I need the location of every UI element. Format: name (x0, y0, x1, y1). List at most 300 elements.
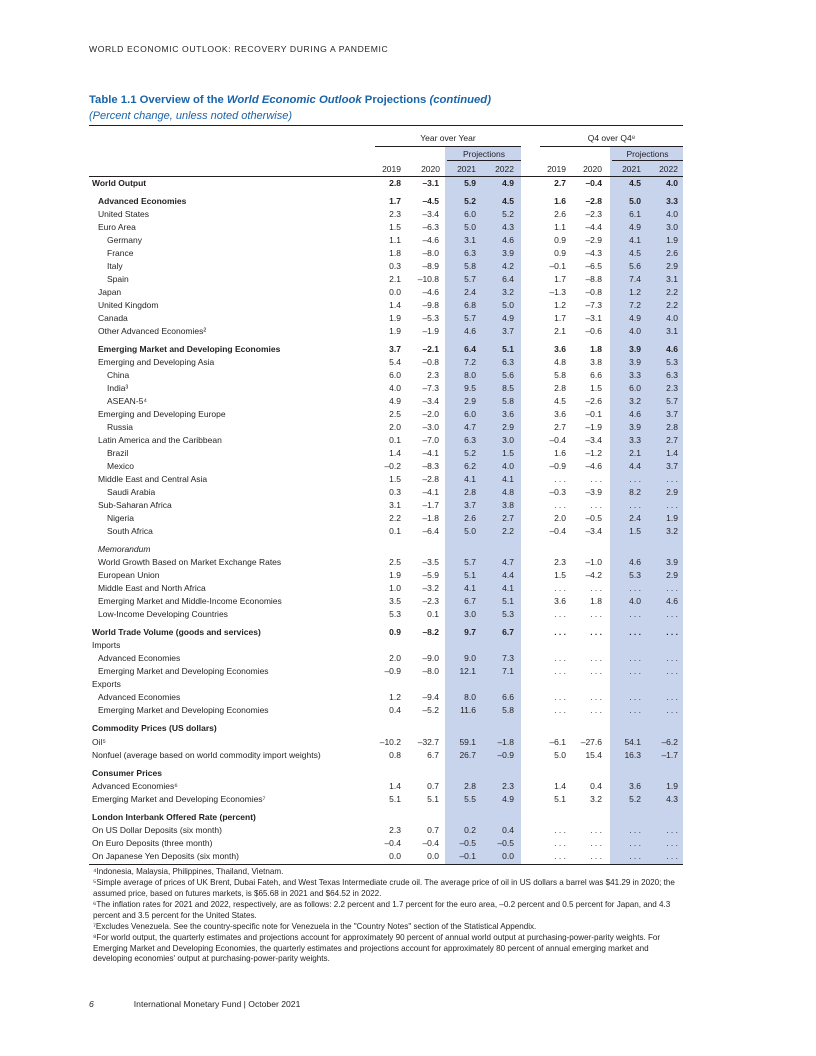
table-row (89, 640, 683, 653)
row-label: Emerging and Developing Europe (98, 409, 226, 419)
table-row (89, 570, 683, 583)
cell-value: –0.1 (585, 409, 602, 419)
cell-value: 2.6 (666, 248, 678, 258)
cell-value: –3.2 (422, 583, 439, 593)
row-label: ASEAN-5⁴ (107, 396, 148, 406)
cell-value: –5.9 (422, 570, 439, 580)
cell-value: 6.3 (666, 370, 678, 380)
cell-value: . . . (666, 500, 678, 510)
cell-value: . . . (629, 500, 641, 510)
row-label: Oil⁵ (92, 737, 106, 747)
table-row (89, 583, 683, 596)
row-label: World Growth Based on Market Exchange Rates (98, 557, 282, 567)
table-row (89, 300, 683, 313)
cell-value: 4.1 (502, 583, 514, 593)
cell-value: 1.4 (389, 781, 401, 791)
page-number: 6 (89, 999, 94, 1009)
table-row (89, 435, 683, 448)
cell-value: 26.7 (459, 750, 476, 760)
cell-value: 1.1 (389, 235, 401, 245)
table-row (89, 705, 683, 718)
cell-value: 2.9 (666, 261, 678, 271)
cell-value: . . . (666, 705, 678, 715)
cell-value: 3.3 (629, 435, 641, 445)
row-label: India³ (107, 383, 129, 393)
cell-value: 0.9 (389, 627, 401, 637)
cell-value: 4.9 (502, 178, 514, 188)
cell-value: . . . (666, 851, 678, 861)
cell-value: . . . (590, 500, 602, 510)
cell-value: 4.3 (502, 222, 514, 232)
cell-value: –3.1 (585, 313, 602, 323)
cell-value: 6.3 (464, 435, 476, 445)
cell-value: –4.1 (422, 448, 439, 458)
cell-value: 4.9 (629, 313, 641, 323)
cell-value: . . . (590, 838, 602, 848)
cell-value: 2.9 (666, 570, 678, 580)
cell-value: –3.4 (422, 396, 439, 406)
row-label: Emerging Market and Developing Economies⁷ (92, 794, 266, 804)
cell-value: 7.4 (629, 274, 641, 284)
table-row (89, 526, 683, 539)
cell-value: 1.2 (629, 287, 641, 297)
cell-value: 2.9 (666, 487, 678, 497)
cell-value: 0.1 (427, 609, 439, 619)
cell-value: . . . (554, 705, 566, 715)
row-label: Exports (92, 679, 121, 689)
cell-value: . . . (666, 627, 678, 637)
table-row (89, 461, 683, 474)
row-label: Advanced Economies⁶ (92, 781, 178, 791)
cell-value: 2.6 (554, 209, 566, 219)
cell-value: . . . (590, 666, 602, 676)
cell-value: 5.2 (502, 209, 514, 219)
cell-value: 0.4 (590, 781, 602, 791)
row-label: United Kingdom (98, 300, 159, 310)
cell-value: –3.4 (585, 526, 602, 536)
cell-value: 1.8 (389, 248, 401, 258)
cell-value: . . . (590, 583, 602, 593)
cell-value: 2.1 (629, 448, 641, 458)
cell-value: 7.1 (502, 666, 514, 676)
cell-value: . . . (590, 825, 602, 835)
cell-value: –0.2 (384, 461, 401, 471)
cell-value: 0.0 (389, 287, 401, 297)
cell-value: 2.3 (502, 781, 514, 791)
cell-value: 3.2 (629, 396, 641, 406)
cell-value: –6.5 (585, 261, 602, 271)
cell-value: 5.3 (629, 570, 641, 580)
cell-value: –2.9 (585, 235, 602, 245)
row-label: France (107, 248, 134, 258)
cell-value: –2.6 (585, 396, 602, 406)
cell-value: 1.5 (502, 448, 514, 458)
footer-source: International Monetary Fund | October 2021 (133, 999, 301, 1009)
table-row (89, 344, 683, 357)
cell-value: . . . (666, 474, 678, 484)
cell-value: –1.3 (549, 287, 566, 297)
row-label: Middle East and North Africa (98, 583, 206, 593)
row-label: United States (98, 209, 150, 219)
table-title-mid: Projections (361, 94, 430, 106)
cell-value: . . . (629, 627, 641, 637)
cell-value: 3.9 (502, 248, 514, 258)
cell-value: . . . (629, 851, 641, 861)
row-label: Emerging and Developing Asia (98, 357, 215, 367)
cell-value: –9.4 (422, 692, 439, 702)
cell-value: 6.6 (590, 370, 602, 380)
cell-value: –4.4 (585, 222, 602, 232)
cell-value: 2.8 (389, 178, 401, 188)
cell-value: 2.5 (389, 557, 401, 567)
table-row (89, 825, 683, 838)
cell-value: –0.5 (585, 513, 602, 523)
header-bottom-rule (89, 176, 683, 177)
cell-value: 2.2 (389, 513, 401, 523)
row-label: Sub-Saharan Africa (98, 500, 172, 510)
cell-value: 0.8 (389, 750, 401, 760)
cell-value: –4.6 (585, 461, 602, 471)
cell-value: 3.5 (389, 596, 401, 606)
cell-value: 0.7 (427, 781, 439, 791)
cell-value: 6.0 (389, 370, 401, 380)
table-row (89, 487, 683, 500)
cell-value: 0.7 (427, 825, 439, 835)
cell-value: 4.0 (666, 209, 678, 219)
cell-value: 1.4 (389, 448, 401, 458)
cell-value: 2.4 (629, 513, 641, 523)
row-label: Emerging Market and Developing Economies (98, 705, 269, 715)
cell-value: 5.1 (502, 344, 514, 354)
footnote: ⁷Excludes Venezuela. See the country-specific note for Venezuela in the "Country Notes" section of the Statistical Appendix. (93, 922, 537, 932)
cell-value: 4.4 (629, 461, 641, 471)
cell-value: . . . (590, 474, 602, 484)
cell-value: 6.3 (502, 357, 514, 367)
cell-value: –6.4 (422, 526, 439, 536)
cell-value: 5.3 (666, 357, 678, 367)
cell-value: 8.0 (464, 692, 476, 702)
cell-value: 3.1 (464, 235, 476, 245)
table-row (89, 474, 683, 487)
cell-value: 1.9 (389, 570, 401, 580)
cell-value: 11.6 (460, 705, 476, 715)
cell-value: 4.5 (502, 196, 514, 206)
cell-value: 3.9 (629, 357, 641, 367)
cell-value: 5.4 (389, 357, 401, 367)
table-title-italic: World Economic Outlook (226, 94, 362, 106)
cell-value: 6.0 (464, 209, 476, 219)
cell-value: 59.1 (459, 737, 476, 747)
cell-value: 5.0 (554, 750, 566, 760)
cell-value: . . . (590, 705, 602, 715)
cell-value: 2.8 (464, 487, 476, 497)
table-row (89, 422, 683, 435)
cell-value: 1.9 (389, 326, 401, 336)
cell-value: 2.0 (389, 422, 401, 432)
footnote: ⁶The inflation rates for 2021 and 2022, respectively, are as follows: 2.2 percent and 1.7 percent for the euro area, –0.2 percent and 0.5 percent for Japan, and 4.3 percent and 3.5 percent for the United States. (93, 900, 671, 920)
cell-value: 7.3 (502, 653, 514, 663)
cell-value: –4.2 (585, 570, 602, 580)
row-label: Low-Income Developing Countries (98, 609, 228, 619)
cell-value: –3.0 (422, 422, 439, 432)
header-year: 2022 (659, 164, 678, 174)
cell-value: 6.0 (629, 383, 641, 393)
cell-value: –7.0 (422, 435, 439, 445)
cell-value: 2.7 (502, 513, 514, 523)
cell-value: 3.3 (666, 196, 678, 206)
cell-value: 1.9 (666, 513, 678, 523)
cell-value: 6.7 (502, 627, 514, 637)
cell-value: 6.2 (464, 461, 476, 471)
cell-value: –1.8 (497, 737, 514, 747)
cell-value: 1.1 (554, 222, 566, 232)
cell-value: 2.4 (464, 287, 476, 297)
cell-value: 1.4 (389, 300, 401, 310)
cell-value: 3.1 (666, 274, 678, 284)
cell-value: 5.0 (502, 300, 514, 310)
cell-value: –0.6 (585, 326, 602, 336)
cell-value: –3.4 (422, 209, 439, 219)
cell-value: 0.9 (554, 235, 566, 245)
footnote: ⁸For world output, the quarterly estimates and projections account for approximately 90 percent of annual world output at purchasing-power-parity weights. For Emerging Market and Developing Economies, the quarterly estimates and projections account for approximately 80 percent of annual emerging market and developing economies' output at purchasing-power-parity weights. (93, 933, 661, 964)
cell-value: 3.7 (389, 344, 401, 354)
row-label: Middle East and Central Asia (98, 474, 208, 484)
page-footer (89, 999, 300, 1009)
cell-value: 3.3 (629, 370, 641, 380)
cell-value: –8.2 (422, 627, 439, 637)
row-label: Commodity Prices (US dollars) (92, 723, 217, 733)
cell-value: . . . (554, 653, 566, 663)
cell-value: 1.5 (590, 383, 602, 393)
cell-value: 1.2 (389, 692, 401, 702)
row-label: World Output (92, 178, 147, 188)
cell-value: 1.5 (389, 222, 401, 232)
cell-value: 16.3 (624, 750, 641, 760)
header-rule-q4 (540, 146, 683, 147)
table-bottom-rule (89, 864, 683, 865)
cell-value: 9.7 (464, 627, 476, 637)
cell-value: 5.8 (502, 396, 514, 406)
cell-value: 5.2 (629, 794, 641, 804)
cell-value: 8.2 (629, 487, 641, 497)
cell-value: 4.9 (629, 222, 641, 232)
cell-value: –2.3 (585, 209, 602, 219)
cell-value: 5.8 (502, 705, 514, 715)
cell-value: 4.6 (629, 409, 641, 419)
header-rule-proj-yoy (447, 160, 521, 161)
cell-value: 6.7 (464, 596, 476, 606)
cell-value: 3.6 (554, 596, 566, 606)
cell-value: 1.8 (590, 596, 602, 606)
cell-value: –7.3 (422, 383, 439, 393)
cell-value: . . . (666, 666, 678, 676)
cell-value: . . . (666, 838, 678, 848)
cell-value: –5.3 (422, 313, 439, 323)
cell-value: 2.1 (389, 274, 401, 284)
cell-value: . . . (590, 851, 602, 861)
running-head: WORLD ECONOMIC OUTLOOK: RECOVERY DURING A PANDEMIC (89, 44, 389, 54)
cell-value: 3.9 (666, 557, 678, 567)
cell-value: 2.1 (554, 326, 566, 336)
table-row (89, 627, 683, 640)
cell-value: 2.3 (389, 209, 401, 219)
cell-value: –9.8 (422, 300, 439, 310)
cell-value: 0.3 (389, 261, 401, 271)
table-title-prefix: Table 1.1 Overview of the (89, 94, 227, 106)
cell-value: 12.1 (459, 666, 476, 676)
cell-value: 3.8 (590, 357, 602, 367)
cell-value: 4.0 (666, 313, 678, 323)
cell-value: . . . (629, 609, 641, 619)
cell-value: 5.7 (666, 396, 678, 406)
cell-value: –3.4 (585, 435, 602, 445)
table-row (89, 544, 683, 557)
cell-value: 5.7 (464, 313, 476, 323)
table-row (89, 357, 683, 370)
cell-value: –2.8 (422, 474, 439, 484)
header-projections-yoy: Projections (462, 149, 506, 159)
cell-value: . . . (554, 474, 566, 484)
footnote: ⁵Simple average of prices of UK Brent, Dubai Fateh, and West Texas Intermediate crude oil. The average price of oil in US dollars a barrel was $41.29 in 2020; the assumed price, based on futures markets, is $65.68 in 2021 and $64.52 in 2022. (93, 878, 675, 898)
row-label: World Trade Volume (goods and services) (92, 627, 261, 637)
cell-value: 6.1 (629, 209, 641, 219)
cell-value: –0.4 (384, 838, 401, 848)
cell-value: 5.3 (502, 609, 514, 619)
cell-value: –0.9 (549, 461, 566, 471)
row-label: Emerging Market and Developing Economies (98, 344, 281, 354)
cell-value: –2.3 (422, 596, 439, 606)
cell-value: –2.8 (585, 196, 602, 206)
cell-value: 3.6 (554, 344, 566, 354)
cell-value: . . . (629, 692, 641, 702)
cell-value: 1.0 (389, 583, 401, 593)
cell-value: 6.3 (464, 248, 476, 258)
cell-value: . . . (629, 653, 641, 663)
table-row (89, 248, 683, 261)
cell-value: –6.1 (549, 737, 566, 747)
cell-value: –0.5 (459, 838, 476, 848)
cell-value: 4.5 (629, 248, 641, 258)
table-row (89, 500, 683, 513)
cell-value: –8.3 (422, 461, 439, 471)
row-label: Memorandum (98, 544, 151, 554)
table-row (89, 178, 683, 191)
cell-value: 1.5 (554, 570, 566, 580)
cell-value: 5.3 (389, 609, 401, 619)
cell-value: 4.9 (502, 794, 514, 804)
cell-value: 5.5 (464, 794, 476, 804)
cell-value: –6.3 (422, 222, 439, 232)
cell-value: 4.4 (502, 570, 514, 580)
cell-value: 0.0 (427, 851, 439, 861)
row-label: Canada (98, 313, 128, 323)
cell-value: 1.4 (666, 448, 678, 458)
row-label: Spain (107, 274, 129, 284)
cell-value: –8.0 (422, 666, 439, 676)
row-label: Brazil (107, 448, 129, 458)
cell-value: 4.0 (629, 596, 641, 606)
cell-value: 4.1 (464, 474, 476, 484)
cell-value: 4.5 (629, 178, 641, 188)
table-row (89, 326, 683, 339)
cell-value: 5.0 (464, 526, 476, 536)
cell-value: 2.3 (554, 557, 566, 567)
cell-value: 54.1 (624, 737, 641, 747)
row-label: Imports (92, 640, 121, 650)
cell-value: –0.9 (384, 666, 401, 676)
cell-value: –8.0 (422, 248, 439, 258)
table-title (89, 94, 491, 106)
cell-value: 5.8 (464, 261, 476, 271)
cell-value: 3.6 (629, 781, 641, 791)
table-row (89, 737, 683, 750)
cell-value: 3.0 (666, 222, 678, 232)
table-row (89, 679, 683, 692)
header-year: 2020 (421, 164, 440, 174)
cell-value: –0.4 (585, 178, 602, 188)
cell-value: –1.9 (422, 326, 439, 336)
header-rule-yoy (375, 146, 521, 147)
cell-value: –10.8 (417, 274, 439, 284)
cell-value: 3.0 (464, 609, 476, 619)
table-row (89, 557, 683, 570)
cell-value: . . . (666, 609, 678, 619)
cell-value: . . . (554, 692, 566, 702)
title-rule (89, 125, 683, 126)
cell-value: –9.0 (422, 653, 439, 663)
cell-value: –10.2 (379, 737, 401, 747)
cell-value: 3.7 (666, 461, 678, 471)
cell-value: 4.3 (666, 794, 678, 804)
cell-value: –2.1 (422, 344, 439, 354)
cell-value: –1.7 (661, 750, 678, 760)
cell-value: 4.0 (502, 461, 514, 471)
cell-value: . . . (590, 692, 602, 702)
cell-value: –4.5 (422, 196, 439, 206)
cell-value: . . . (554, 500, 566, 510)
table-subtitle: (Percent change, unless noted otherwise) (89, 110, 293, 122)
cell-value: 0.3 (389, 487, 401, 497)
cell-value: 4.7 (502, 557, 514, 567)
table-row (89, 222, 683, 235)
cell-value: 2.9 (502, 422, 514, 432)
cell-value: 2.2 (502, 526, 514, 536)
table-row (89, 370, 683, 383)
header-year-over-year: Year over Year (420, 133, 476, 143)
header-year: 2019 (382, 164, 401, 174)
cell-value: 1.9 (666, 781, 678, 791)
row-label: Germany (107, 235, 142, 245)
cell-value: –8.8 (585, 274, 602, 284)
cell-value: . . . (554, 666, 566, 676)
cell-value: . . . (590, 609, 602, 619)
cell-value: 5.1 (464, 570, 476, 580)
table-row (89, 666, 683, 679)
cell-value: –0.5 (497, 838, 514, 848)
cell-value: 6.6 (502, 692, 514, 702)
cell-value: 6.7 (427, 750, 439, 760)
cell-value: 3.1 (666, 326, 678, 336)
cell-value: . . . (554, 627, 566, 637)
cell-value: –6.2 (661, 737, 678, 747)
cell-value: 5.2 (464, 196, 476, 206)
cell-value: 0.4 (502, 825, 514, 835)
cell-value: 2.8 (464, 781, 476, 791)
cell-value: 4.0 (629, 326, 641, 336)
row-label: Japan (98, 287, 122, 297)
table-row (89, 653, 683, 666)
cell-value: . . . (590, 627, 602, 637)
